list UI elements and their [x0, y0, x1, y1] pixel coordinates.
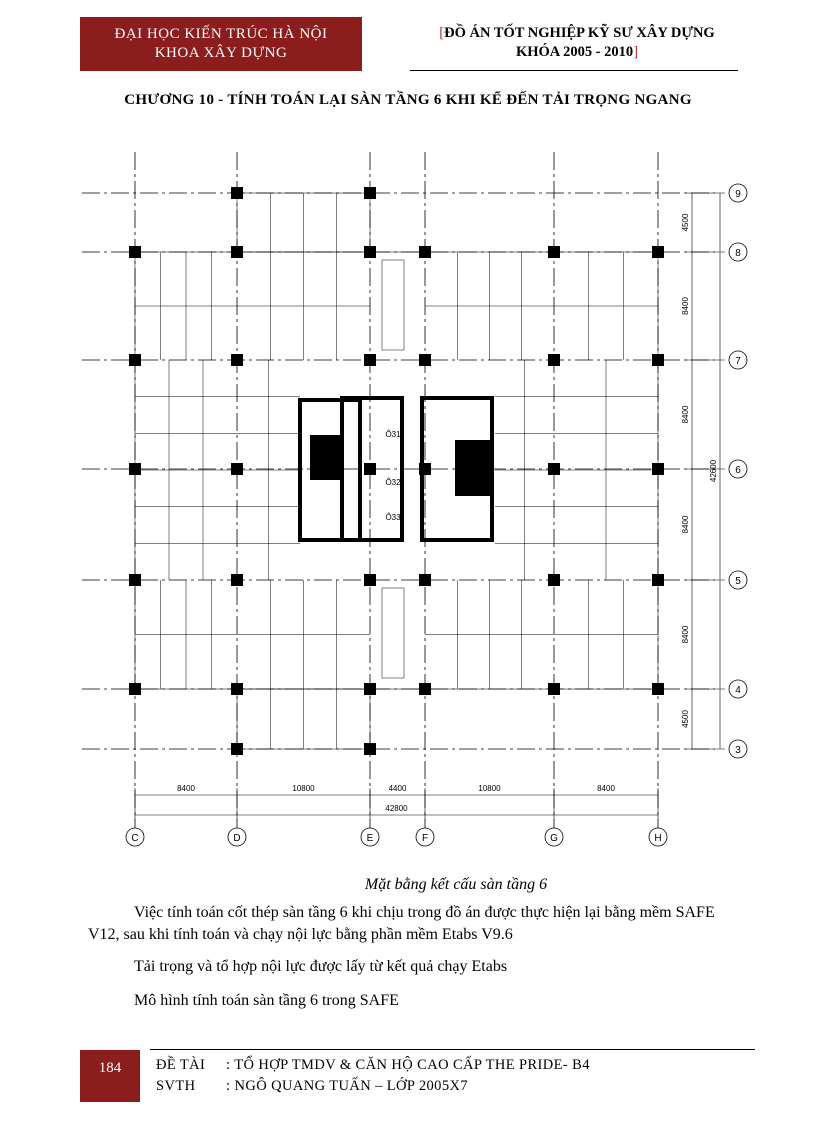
- dim-span-x-0: 8400: [177, 784, 195, 793]
- floor-outline: [135, 252, 658, 689]
- column-C6: [129, 463, 141, 475]
- dim-total-x: 42800: [385, 804, 408, 813]
- paragraph-model: Mô hình tính toán sàn tầng 6 trong SAFE: [134, 992, 399, 1009]
- chapter-title: CHƯƠNG 10 - TÍNH TOÁN LẠI SÀN TẦNG 6 KHI KỂ ĐẾN TẢI TRỌNG NGANG: [124, 92, 692, 108]
- column-H8: [652, 246, 664, 258]
- column-D4: [231, 683, 243, 695]
- stair-top: [382, 260, 404, 350]
- paragraph-loads: Tải trọng và tổ hợp nội lực được lấy từ kết quả chạy Etabs: [134, 958, 508, 975]
- axis-label-D: D: [233, 833, 241, 844]
- axis-label-9: 9: [735, 189, 741, 200]
- faculty-name: KHOA XÂY DỰNG: [154, 45, 288, 61]
- column-E4: [364, 683, 376, 695]
- dim-span-x-1: 10800: [292, 784, 315, 793]
- dim-span-y-0: 4500: [681, 213, 690, 232]
- core-panel-label-1: Ô32: [385, 478, 401, 487]
- axis-label-8: 8: [735, 248, 741, 259]
- topic-value: : TỔ HỢP TMDV & CĂN HỘ CAO CẤP THE PRIDE- B4: [226, 1057, 590, 1073]
- column-F5: [419, 574, 431, 586]
- column-E8: [364, 246, 376, 258]
- dim-span-y-3: 8400: [681, 515, 690, 534]
- column-F6: [419, 463, 431, 475]
- column-C5: [129, 574, 141, 586]
- dim-span-x-3: 10800: [478, 784, 501, 793]
- axis-label-F: F: [421, 833, 429, 844]
- column-G7: [548, 354, 560, 366]
- dim-span-y-5: 4500: [681, 710, 690, 728]
- floor-plan-drawing: [60, 140, 760, 860]
- dim-span-y-1: 8400: [681, 297, 690, 315]
- axis-label-G: G: [550, 833, 558, 844]
- column-G4: [548, 683, 560, 695]
- footer-info: [156, 1055, 590, 1097]
- column-D8: [231, 246, 243, 258]
- column-C7: [129, 354, 141, 366]
- column-C4: [129, 683, 141, 695]
- column-D9: [231, 187, 243, 199]
- core-panel-label-2: Ô33: [385, 513, 401, 522]
- column-H5: [652, 574, 664, 586]
- column-D7: [231, 354, 243, 366]
- axis-label-4: 4: [735, 685, 741, 696]
- column-E5: [364, 574, 376, 586]
- axis-label-E: E: [366, 833, 374, 844]
- dim-total-y: 42600: [709, 459, 718, 483]
- university-name: ĐẠI HỌC KIẾN TRÚC HÀ NỘI: [114, 26, 328, 42]
- axis-label-7: 7: [735, 356, 741, 367]
- figure-caption: Mặt bằng kết cấu sàn tầng 6: [364, 876, 548, 893]
- topic-label: ĐỀ TÀI: [156, 1057, 206, 1073]
- student-label: SVTH: [156, 1078, 196, 1094]
- core-panel-label-0: Ô31: [385, 430, 401, 439]
- axis-label-C: C: [131, 833, 139, 844]
- student-value: : NGÔ QUANG TUẤN – LỚP 2005X7: [226, 1078, 468, 1094]
- project-header: [412, 24, 742, 62]
- dim-span-y-4: 8400: [681, 625, 690, 644]
- axis-label-3: 3: [735, 745, 741, 756]
- axis-label-H: H: [654, 833, 662, 844]
- bracket-close: ]: [633, 44, 639, 60]
- lift-shaft-left: [310, 435, 340, 480]
- column-F8: [419, 246, 431, 258]
- column-G6: [548, 463, 560, 475]
- elevator-shaft: [455, 440, 490, 496]
- column-H4: [652, 683, 664, 695]
- column-G8: [548, 246, 560, 258]
- column-E3: [364, 743, 376, 755]
- dim-span-x-4: 8400: [597, 784, 615, 793]
- column-E9: [364, 187, 376, 199]
- column-D5: [231, 574, 243, 586]
- column-D6: [231, 463, 243, 475]
- stair-bottom: [382, 588, 404, 678]
- paragraph-software: Việc tính toán cốt thép sàn tầng 6 khi chịu trong đồ án được thực hiện lại bằng mềm SAFE V12, sau khi tính toán và chạy nội lực bằng phần mềm Etabs V9.6: [88, 904, 715, 943]
- header-divider: [410, 70, 738, 71]
- column-C8: [129, 246, 141, 258]
- bracket-open: [: [439, 25, 445, 41]
- column-H6: [652, 463, 664, 475]
- column-H7: [652, 354, 664, 366]
- project-title: ĐỒ ÁN TỐT NGHIỆP KỸ SƯ XÂY DỰNG: [444, 25, 715, 41]
- footer-divider: [150, 1049, 755, 1050]
- axis-label-5: 5: [735, 576, 741, 587]
- axis-label-6: 6: [735, 465, 741, 476]
- column-E6: [364, 463, 376, 475]
- column-F4: [419, 683, 431, 695]
- column-G5: [548, 574, 560, 586]
- column-D3: [231, 743, 243, 755]
- page-number: 184: [80, 1050, 140, 1102]
- course-years: KHÓA 2005 - 2010: [515, 44, 634, 60]
- column-F7: [419, 354, 431, 366]
- university-header-box: [80, 17, 362, 71]
- column-E7: [364, 354, 376, 366]
- dim-span-y-2: 8400: [681, 405, 690, 424]
- dim-span-x-2: 4400: [388, 784, 407, 793]
